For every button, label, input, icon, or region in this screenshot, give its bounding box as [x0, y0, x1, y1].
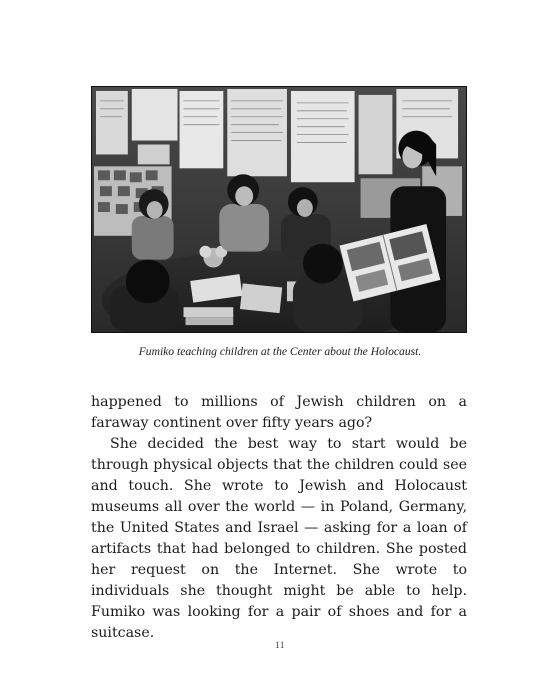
classroom-photo [91, 86, 467, 333]
classroom-photo-illustration [92, 87, 466, 332]
body-text [91, 392, 467, 644]
paragraph: She decided the best way to start would be through physical objects that the children could see and touch. She wrote to Jewish and Holocaust museums all over the world — in Poland, Germany, the United States and Israel — asking for a loan of artifacts that had belonged to children. She posted her request on the Internet. She wrote to individuals she thought might be able to help. Fumiko was looking for a pair of shoes and for a suitcase. [91, 436, 467, 641]
photo-caption: Fumiko teaching children at the Center about the Holocaust. [138, 345, 422, 358]
page-number: 11 [275, 640, 285, 650]
paragraph-continued: happened to millions of Jewish children on a faraway continent over fifty years ago? [91, 394, 467, 431]
